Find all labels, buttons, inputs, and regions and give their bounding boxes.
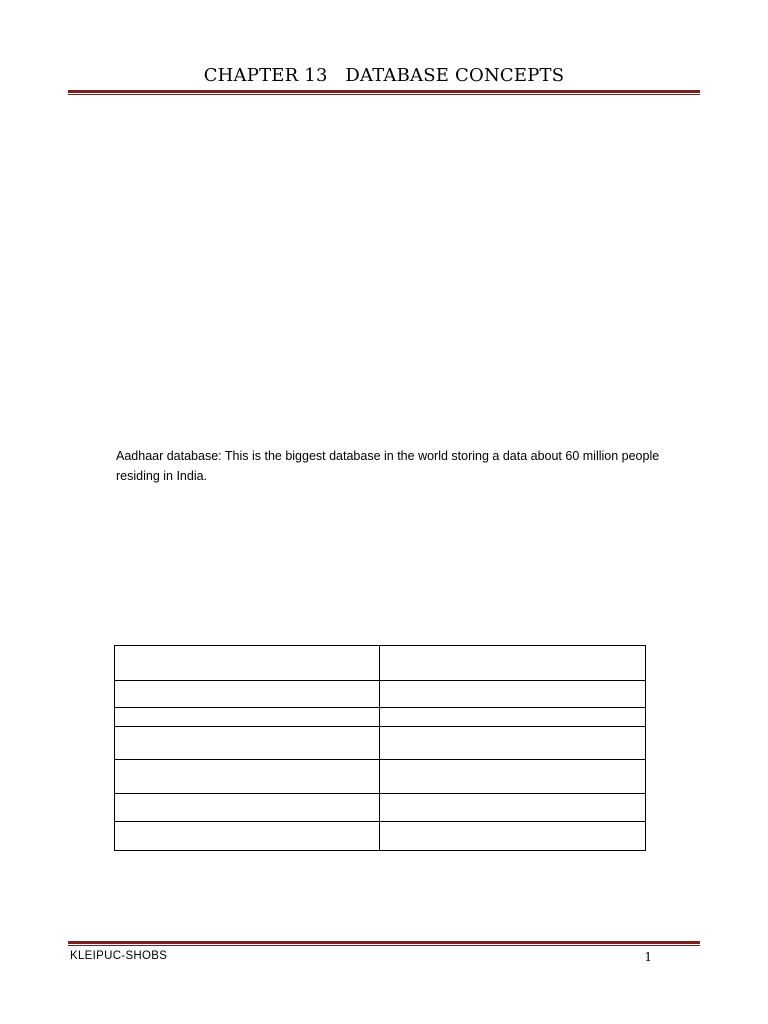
table-cell: [380, 822, 646, 851]
table-cell: [380, 727, 646, 760]
page-title: CHAPTER 13 DATABASE CONCEPTS: [203, 65, 565, 86]
table-cell: [115, 822, 380, 851]
table-cell: [115, 646, 380, 681]
table-cell: [115, 794, 380, 822]
aadhaar-paragraph: Aadhaar database: This is the biggest database in the world storing a data about 60 million people residing in India.: [116, 449, 660, 483]
empty-table: [114, 645, 646, 851]
table-cell: [380, 646, 646, 681]
table-cell: [380, 794, 646, 822]
table-row: [115, 708, 646, 727]
page-number: 1: [644, 950, 652, 964]
table-row: [115, 822, 646, 851]
table-cell: [380, 708, 646, 727]
footer-label: KLEIPUC-SHOBS: [70, 950, 168, 962]
table-row: [115, 727, 646, 760]
table-row: [115, 794, 646, 822]
footer-divider: [68, 941, 700, 946]
table-row: [115, 760, 646, 794]
table-cell: [115, 727, 380, 760]
table-cell: [380, 760, 646, 794]
table-cell: [380, 681, 646, 708]
table-cell: [115, 708, 380, 727]
table-cell: [115, 760, 380, 794]
table-row: [115, 681, 646, 708]
header-divider: [68, 90, 700, 95]
table-cell: [115, 681, 380, 708]
table-row: [115, 646, 646, 681]
